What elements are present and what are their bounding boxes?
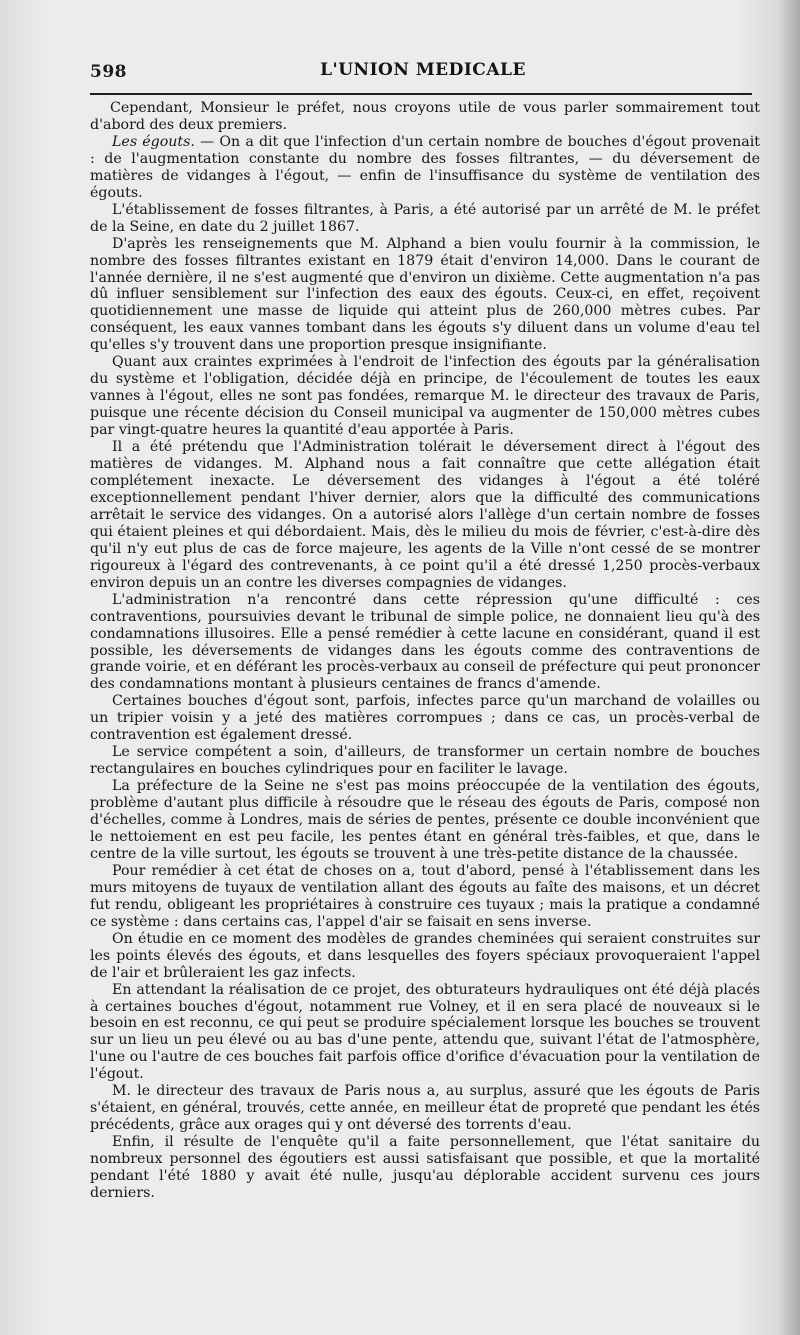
paragraph-text: Cependant, Monsieur le préfet, nous croyons utile de vous parler sommairement tout d'abord des deux premiers. [90, 100, 760, 133]
page-header [90, 60, 756, 88]
paragraph-text: L'administration n'a rencontré dans cette répression qu'une difficulté : ces contraventions, poursuivies devant le tribunal de simple police, ne donnaient lieu qu'à des condamnations illusoires. Elle a pensé remédier à cette lacune en considérant, quand il est possible, les déversements de vidanges dans les égouts comme des contraventions de grande voirie, et en déférant les procès-verbaux au conseil de préfecture qui peut prononcer des condamnations montant à plusieurs centaines de francs d'amende. [90, 591, 760, 693]
paragraph [90, 982, 760, 1084]
paragraph-text: Il a été prétendu que l'Administration tolérait le déversement direct à l'égout des matières de vidanges. M. Alphand nous a fait connaître que cette allégation était complétement inexacte. Le déversement des vidanges à l'égout a été toléré exceptionnellement pendant l'hiver dernier, alors que la difficulté des communications arrêtait le service des vidanges. On a autorisé alors l'allège d'un certain nombre de fosses qui étaient pleines et qui débordaient. Mais, dès le milieu du mois de février, c'est-à-dire dès qu'il n'y eut plus de cas de force majeure, les agents de la Ville n'ont cessé de se montrer rigoureux à l'égard des contrevenants, à ce point qu'il a été dressé 1,250 procès-verbaux environ depuis un an contre les diverses compagnies de vidanges. [90, 439, 760, 591]
paragraph [90, 236, 760, 355]
paragraph [90, 931, 760, 982]
paragraph [90, 693, 760, 744]
paragraph-text: Quant aux craintes exprimées à l'endroit de l'infection des égouts par la généralisation du système et l'obligation, décidée déjà en principe, de l'écoulement de toutes les eaux vannes à l'égout, elles ne sont pas fondées, remarque M. le directeur des travaux de Paris, puisque une récente décision du Conseil municipal va augmenter de 150,000 mètres cubes par vingt-quatre heures la quantité d'eau apportée à Paris. [90, 354, 760, 439]
paragraph [90, 592, 760, 694]
paragraph [90, 744, 760, 778]
paragraph-text: Enfin, il résulte de l'enquête qu'il a faite personnellement, que l'état sanitaire du nombreux personnel des égoutiers est aussi satisfaisant que possible, et que la mortalité pendant l'été 1880 y avait été nulle, jusqu'au déplorable accident survenu ces jours derniers. [90, 1134, 760, 1201]
paragraph-text: M. le directeur des travaux de Paris nous a, au surplus, assuré que les égouts de Paris s'étaient, en général, trouvés, cette année, en meilleur état de propreté que pendant les étés précédents, grâce aux orages qui y ont déversé des torrents d'eau. [90, 1083, 760, 1134]
paragraph [90, 354, 760, 439]
paragraph-text: Certaines bouches d'égout sont, parfois, infectes parce qu'un marchand de volailles ou un tripier voisin y a jeté des matières corrompues ; dans ce cas, un procès-verbal de contravention est également dressé. [90, 693, 760, 744]
paragraph-text: Pour remédier à cet état de choses on a, tout d'abord, pensé à l'établissement dans les murs mitoyens de tuyaux de ventilation allant des égouts au faîte des maisons, et un décret fut rendu, obligeant les propriétaires à construire ces tuyaux ; mais la pratique a condamné ce système : dans certains cas, l'appel d'air se faisait en sens inverse. [90, 862, 760, 930]
paragraph-text: D'après les renseignements que M. Alphand a bien voulu fournir à la commission, le nombre des fosses filtrantes existant en 1879 était d'environ 14,000. Dans le courant de l'année dernière, il ne s'est augmenté que d'environ un dixième. Cette augmentation n'a pas dû influer sensiblement sur l'infection des eaux des égouts. Ceux-ci, en effet, reçoivent quotidiennement une masse de liquide qui atteint plus de 260,000 mètres cubes. Par conséquent, les eaux vannes tombant dans les égouts s'y diluent dans un volume d'eau tel qu'elles s'y trouvent dans une proportion presque insignifiante. [90, 235, 760, 354]
running-title: L'UNION MEDICALE [320, 60, 526, 80]
paragraph-text: En attendant la réalisation de ce projet, des obturateurs hydrauliques ont été déjà placés à certaines bouches d'égout, notamment rue Volney, et il en sera placé de nouveaux si le besoin en est reconnu, ce qui peut se produire spécialement lorsque les bouches se trouvent sur un lieu un peu élevé ou au bas d'une pente, attendu que, suivant l'état de l'atmosphère, l'une ou l'autre de ces bouches fait parfois office d'orifice d'évacuation pour la ventilation de l'égout. [90, 981, 760, 1083]
paragraph [90, 439, 760, 592]
paragraph-text: — On a dit que l'infection d'un certain nombre de bouches d'égout provenait : de l'augmentation constante du nombre des fosses filtrantes, — du déversement de matières de vidanges à l'égout, — enfin de l'insuffisance du système de ventilation des égouts. [90, 133, 760, 201]
paragraph [90, 778, 760, 863]
paragraph [90, 202, 760, 236]
page-edge-shadow [778, 0, 800, 1335]
paragraph-text: Le service compétent a soin, d'ailleurs, de transformer un certain nombre de bouches rectangulaires en bouches cylindriques pour en faciliter le lavage. [90, 744, 760, 778]
paragraph [90, 134, 760, 202]
page-number: 598 [90, 62, 127, 82]
paragraph [90, 100, 760, 134]
section-lead: Les égouts. [112, 133, 195, 150]
paragraph-text: L'établissement de fosses filtrantes, à Paris, a été autorisé par un arrêté de M. le préfet de la Seine, en date du 2 juillet 1867. [90, 201, 760, 235]
paragraph [90, 1083, 760, 1134]
paragraph-text: On étudie en ce moment des modèles de grandes cheminées qui seraient construites sur les points élevés des égouts, et dans lesquelles des foyers spéciaux provoqueraient l'appel de l'air et brûleraient les gaz infects. [90, 930, 760, 981]
article-body [90, 100, 760, 1202]
paragraph-text: La préfecture de la Seine ne s'est pas moins préoccupée de la ventilation des égouts, problème d'autant plus difficile à résoudre que le réseau des égouts de Paris, composé non d'échelles, comme à Londres, mais de séries de pentes, présente ce double inconvénient que le nettoiement en est peu facile, les pentes étant en général très-faibles, et que, dans le centre de la ville surtout, les égouts se trouvent à une très-petite distance de la chaussée. [90, 778, 760, 862]
paragraph [90, 863, 760, 931]
header-rule [90, 93, 752, 95]
paragraph [90, 1134, 760, 1202]
